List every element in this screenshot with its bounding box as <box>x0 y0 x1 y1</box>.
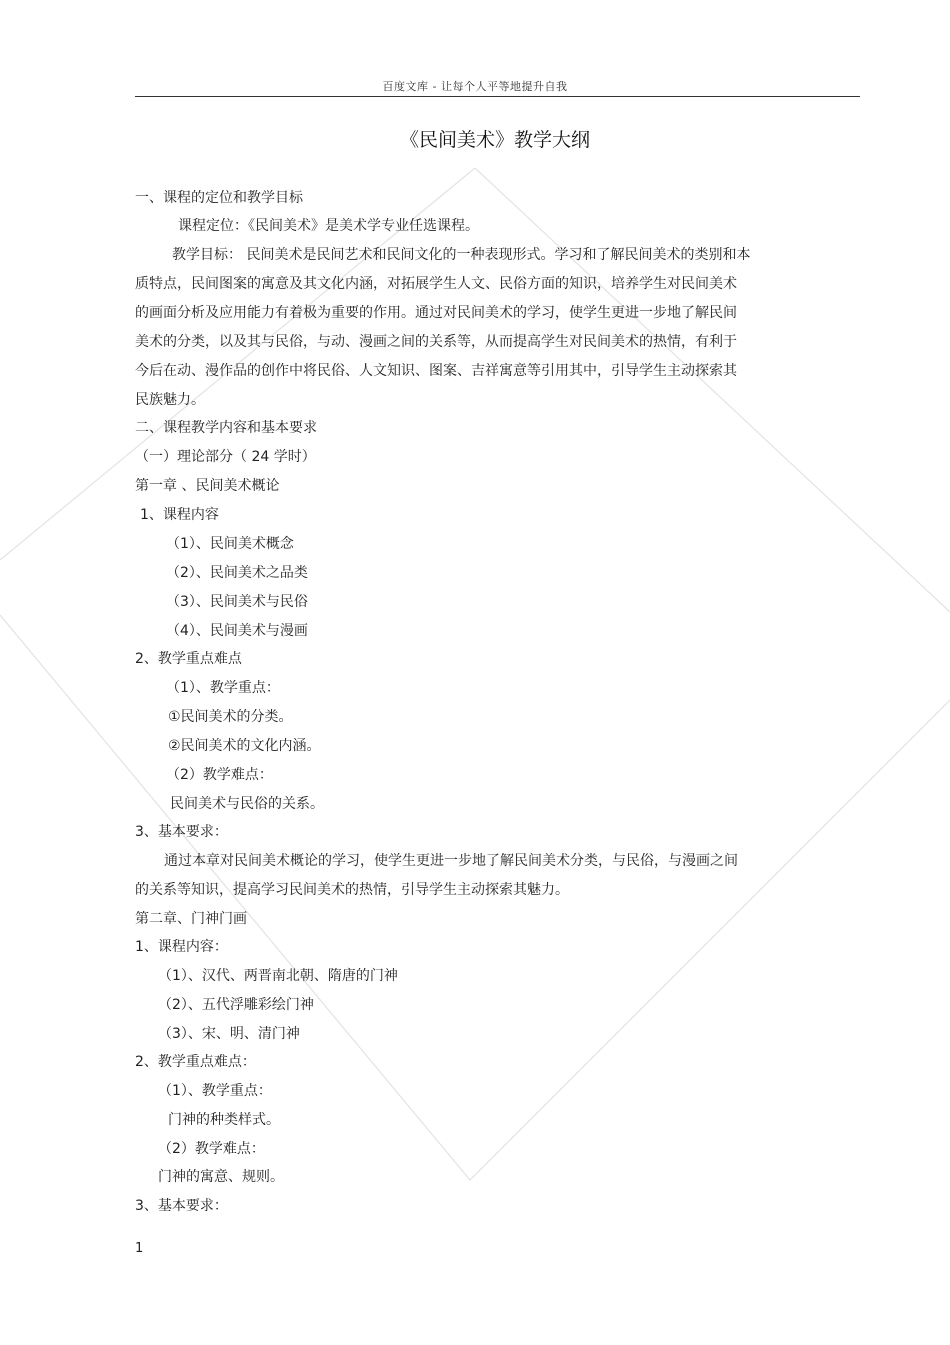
text-line: 的画面分析及应用能力有着极为重要的作用。通过对民间美术的学习，使学生更进一步地了解民间 <box>135 305 737 321</box>
text-line: 2、教学重点难点： <box>135 1054 256 1070</box>
text-line: 通过本章对民间美术概论的学习，使学生更进一步地了解民间美术分类，与民俗，与漫画之间 <box>164 853 738 869</box>
subsection-heading: （一）理论部分（ 24 学时） <box>135 449 316 465</box>
text-line: 3、基本要求： <box>135 824 228 840</box>
list-item: ②民间美术的文化内涵。 <box>168 738 321 754</box>
header-divider <box>135 96 860 97</box>
page-header: 百度文库 - 让每个人平等地提升自我 <box>382 80 568 93</box>
list-item: （1）、教学重点： <box>158 1083 272 1099</box>
text-line: 美术的分类，以及其与民俗，与动、漫画之间的关系等，从而提高学生对民间美术的热情，有利于 <box>135 334 737 350</box>
text-line: 的关系等知识，提高学习民间美术的热情，引导学生主动探索其魅力。 <box>135 882 569 898</box>
chapter-heading: 第二章、门神门画 <box>135 911 247 927</box>
page-number: 1 <box>135 1241 144 1256</box>
list-item: （2）教学难点： <box>158 1141 265 1157</box>
list-item: （2）、五代浮雕彩绘门神 <box>158 997 314 1013</box>
text-line: 教学目标： 民间美术是民间艺术和民间文化的一种表现形式。学习和了解民间美术的类别和本 <box>172 247 751 263</box>
list-item: （3）、宋、明、清门神 <box>158 1026 300 1042</box>
text-line: 1、课程内容 <box>140 507 219 523</box>
text-line: 民族魅力。 <box>135 392 205 408</box>
text-line: 3、基本要求： <box>135 1198 228 1214</box>
text-line: 今后在动、漫作品的创作中将民俗、人文知识、图案、吉祥寓意等引用其中，引导学生主动探索其 <box>135 363 737 379</box>
list-item: （1）、教学重点： <box>166 680 280 696</box>
list-item: ①民间美术的分类。 <box>168 709 293 725</box>
text-line: 2、教学重点难点 <box>135 651 242 667</box>
list-item: （3）、民间美术与民俗 <box>166 594 308 610</box>
list-item: （1）、民间美术概念 <box>166 536 294 552</box>
text-line: 门神的寓意、规则。 <box>158 1169 284 1185</box>
text-line: 质特点，民间图案的寓意及其文化内涵，对拓展学生人文、民俗方面的知识，培养学生对民间美术 <box>135 276 737 292</box>
section-heading: 一、课程的定位和教学目标 <box>135 190 303 206</box>
text-line: 课程定位：《民间美术》是美术学专业任选课程。 <box>178 218 479 234</box>
chapter-heading: 第一章 、民间美术概论 <box>135 478 280 494</box>
list-item: （2）、民间美术之品类 <box>166 565 308 581</box>
list-item: （2）教学难点： <box>166 767 273 783</box>
list-item: （1）、汉代、两晋南北朝、隋唐的门神 <box>158 968 398 984</box>
text-line: 1、课程内容： <box>135 939 228 955</box>
list-item: （4）、民间美术与漫画 <box>166 623 308 639</box>
document-title: 《民间美术》教学大纲 <box>399 129 590 151</box>
section-heading: 二、课程教学内容和基本要求 <box>135 420 317 436</box>
text-line: 门神的种类样式。 <box>168 1112 280 1128</box>
text-line: 民间美术与民俗的关系。 <box>170 796 324 812</box>
